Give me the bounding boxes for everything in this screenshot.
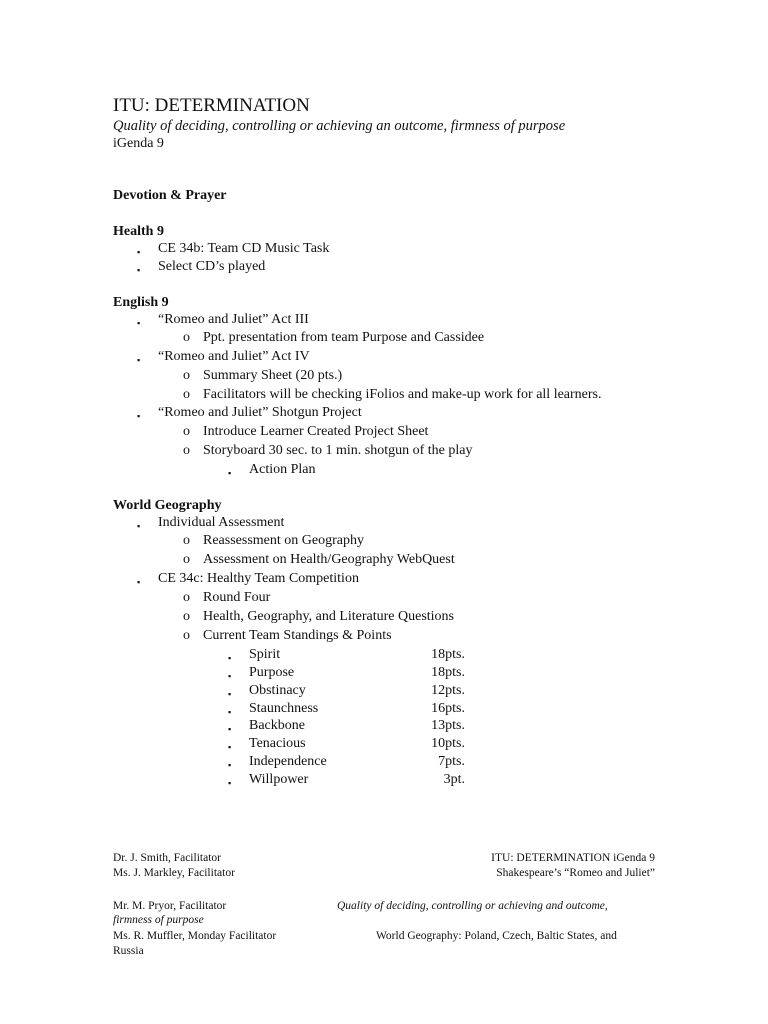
standing-team: Willpower — [249, 772, 309, 787]
footer-unit-description: Quality of deciding, controlling or achieving and outcome, — [337, 900, 608, 912]
standing-points: 13pts. — [431, 718, 465, 733]
section-heading-english: English 9 — [113, 295, 169, 310]
list-item: Assessment on Health/Geography WebQuest — [203, 552, 455, 567]
circle-bullet-icon: o — [183, 443, 190, 458]
square-bullet-icon: ▪ — [228, 778, 232, 788]
list-item: CE 34c: Healthy Team Competition — [158, 571, 359, 586]
standing-points: 10pts. — [431, 736, 465, 751]
section-heading-geography: World Geography — [113, 498, 222, 513]
standing-points: 18pts. — [431, 665, 465, 680]
list-item: Individual Assessment — [158, 515, 285, 530]
footer-facilitator: Ms. R. Muffler, Monday Facilitator — [113, 930, 277, 942]
square-bullet-icon: ▪ — [137, 265, 141, 275]
standing-points: 12pts. — [431, 683, 465, 698]
footer-facilitator: Dr. J. Smith, Facilitator — [113, 852, 221, 864]
square-bullet-icon: ▪ — [228, 742, 232, 752]
footer-facilitator: Mr. M. Pryor, Facilitator — [113, 900, 227, 912]
section-heading-devotion: Devotion & Prayer — [113, 188, 227, 203]
standing-points: 18pts. — [431, 647, 465, 662]
standing-team: Purpose — [249, 665, 295, 680]
list-item: Health, Geography, and Literature Questions — [203, 609, 455, 624]
list-item: Ppt. presentation from team Purpose and Cassidee — [203, 330, 485, 345]
list-item: Action Plan — [249, 462, 316, 477]
square-bullet-icon: ▪ — [228, 671, 232, 681]
list-item: “Romeo and Juliet” Act III — [158, 312, 309, 327]
page-subtitle: Quality of deciding, controlling or achieving an outcome, firmness of purpose — [113, 118, 566, 134]
standing-team: Obstinacy — [249, 683, 306, 698]
standing-team: Tenacious — [249, 736, 306, 751]
circle-bullet-icon: o — [183, 590, 190, 605]
list-item: Select CD’s played — [158, 259, 266, 274]
list-item: Facilitators will be checking iFolios and make-up work for all learners. — [203, 387, 602, 402]
square-bullet-icon: ▪ — [137, 577, 141, 587]
circle-bullet-icon: o — [183, 533, 190, 548]
circle-bullet-icon: o — [183, 387, 190, 402]
list-item: Introduce Learner Created Project Sheet — [203, 424, 429, 439]
list-item: Storyboard 30 sec. to 1 min. shotgun of the play — [203, 443, 473, 458]
square-bullet-icon: ▪ — [137, 318, 141, 328]
list-item: Current Team Standings & Points — [203, 628, 392, 643]
square-bullet-icon: ▪ — [137, 521, 141, 531]
footer-unit-title: ITU: DETERMINATION iGenda 9 — [491, 852, 655, 864]
square-bullet-icon: ▪ — [228, 689, 232, 699]
list-item: “Romeo and Juliet” Shotgun Project — [158, 405, 362, 420]
footer-literature: Shakespeare’s “Romeo and Juliet” — [496, 867, 655, 879]
circle-bullet-icon: o — [183, 552, 190, 567]
standing-points: 7pts. — [438, 754, 465, 769]
circle-bullet-icon: o — [183, 330, 190, 345]
circle-bullet-icon: o — [183, 609, 190, 624]
footer-geography-cont: Russia — [113, 945, 144, 957]
footer-geography: World Geography: Poland, Czech, Baltic States, and — [376, 930, 617, 942]
square-bullet-icon: ▪ — [228, 760, 232, 770]
list-item: CE 34b: Team CD Music Task — [158, 241, 330, 256]
square-bullet-icon: ▪ — [228, 468, 232, 478]
list-item: “Romeo and Juliet” Act IV — [158, 349, 310, 364]
page-title: ITU: DETERMINATION — [113, 95, 310, 116]
standing-points: 16pts. — [431, 701, 465, 716]
square-bullet-icon: ▪ — [137, 411, 141, 421]
circle-bullet-icon: o — [183, 628, 190, 643]
square-bullet-icon: ▪ — [137, 247, 141, 257]
list-item: Reassessment on Geography — [203, 533, 364, 548]
list-item: Summary Sheet (20 pts.) — [203, 368, 343, 383]
standing-team: Independence — [249, 754, 327, 769]
footer-facilitator: Ms. J. Markley, Facilitator — [113, 867, 235, 879]
list-item: Round Four — [203, 590, 271, 605]
square-bullet-icon: ▪ — [137, 355, 141, 365]
standing-team: Spirit — [249, 647, 281, 662]
igenda-label: iGenda 9 — [113, 136, 164, 151]
standing-team: Staunchness — [249, 701, 319, 716]
standing-team: Backbone — [249, 718, 305, 733]
circle-bullet-icon: o — [183, 368, 190, 383]
standing-points: 3pt. — [443, 772, 465, 787]
square-bullet-icon: ▪ — [228, 724, 232, 734]
circle-bullet-icon: o — [183, 424, 190, 439]
square-bullet-icon: ▪ — [228, 707, 232, 717]
section-heading-health: Health 9 — [113, 224, 164, 239]
footer-unit-description-cont: firmness of purpose — [113, 914, 204, 926]
square-bullet-icon: ▪ — [228, 653, 232, 663]
